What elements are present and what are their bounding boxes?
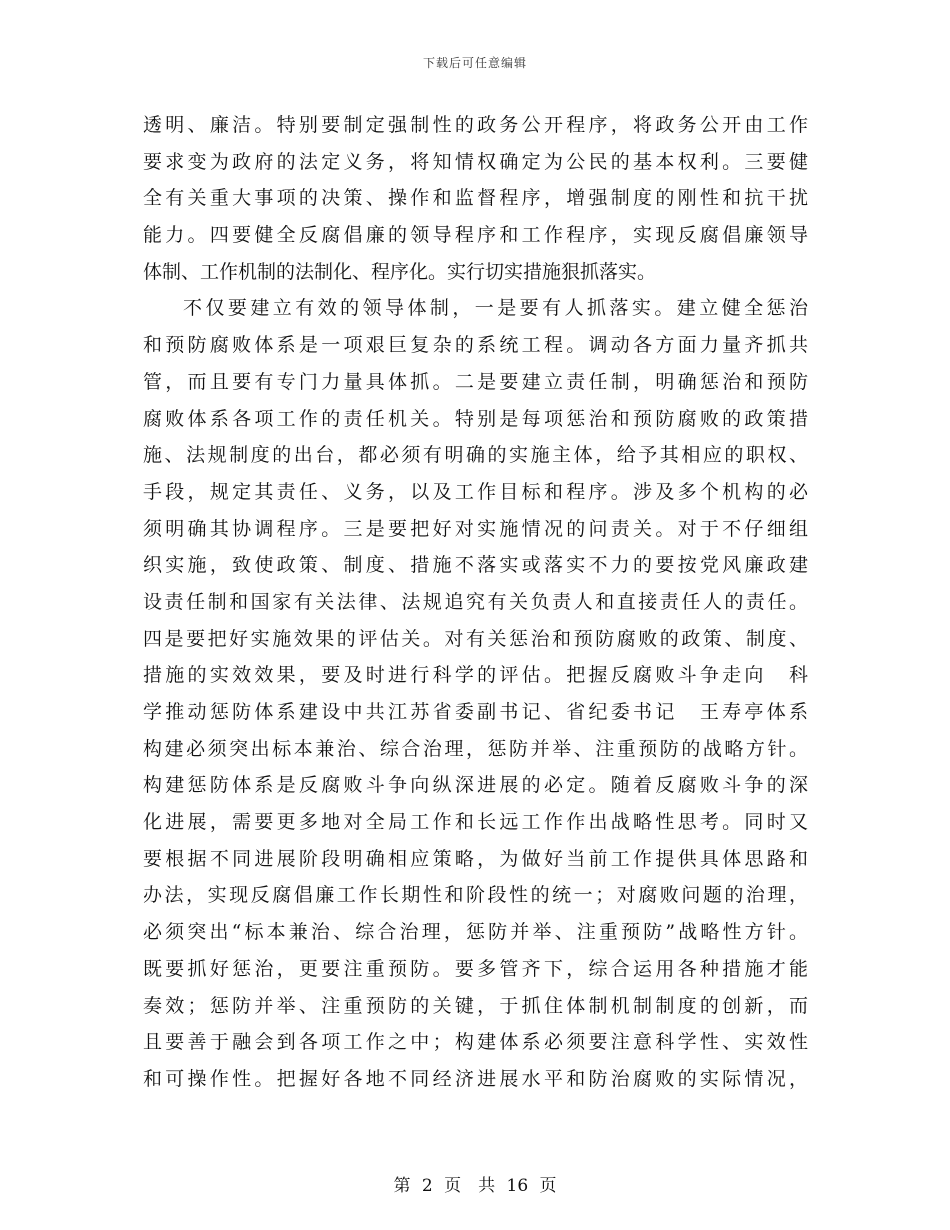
text-line: 和预防腐败体系是一项艰巨复杂的系统工程。调动各方面力量齐抓共 (143, 334, 808, 357)
text-line: 措施的实效效果，要及时进行科学的评估。把握反腐败斗争走向 科 (143, 664, 808, 687)
paragraph-first-line: 不仅要建立有效的领导体制，一是要有人抓落实。建立健全惩治 (183, 297, 808, 320)
text-line: 管，而且要有专门力量具体抓。二是要建立责任制，明确惩治和预防 (143, 370, 808, 393)
text-line: 必须突出“标本兼治、综合治理，惩防并举、注重预防”战略性方针。 (143, 921, 808, 944)
page-footer (0, 1171, 950, 1196)
text-line: 织实施，致使政策、制度、措施不落实或落实不力的要按党风廉政建 (143, 554, 808, 577)
footer-suffix: 页 (539, 1176, 557, 1196)
text-line: 施、法规制度的出台，都必须有明确的实施主体，给予其相应的职权、 (143, 444, 808, 467)
current-page-number: 2 (421, 1176, 433, 1196)
text-line: 四是要把好实施效果的评估关。对有关惩治和预防腐败的政策、制度、 (143, 627, 808, 650)
text-line: 和可操作性。把握好各地不同经济进展水平和防治腐败的实际情况， (143, 1067, 808, 1090)
text-line: 全有关重大事项的决策、操作和监督程序，增强制度的刚性和抗干扰 (143, 187, 808, 210)
text-line: 学推动惩防体系建设中共江苏省委副书记、省纪委书记 王寿亭体系 (143, 701, 808, 723)
text-line: 构建必须突出标本兼治、综合治理，惩防并举、注重预防的战略方针。 (143, 737, 808, 760)
text-line: 化进展，需要更多地对全局工作和长远工作作出战略性思考。同时又 (143, 811, 808, 834)
text-line: 手段，规定其责任、义务，以及工作目标和程序。涉及多个机构的必 (143, 480, 808, 503)
page-header: 下载后可任意编辑 (422, 56, 527, 70)
footer-middle: 页 共 (444, 1176, 496, 1196)
text-line: 设责任制和国家有关法律、法规追究有关负责人和直接责任人的责任。 (143, 590, 808, 613)
text-line: 须明确其协调程序。三是要把好对实施情况的问责关。对于不仔细组 (143, 517, 808, 540)
text-line: 办法，实现反腐倡廉工作长期性和阶段性的统一；对腐败问题的治理， (143, 884, 808, 907)
text-line: 且要善于融会到各项工作之中；构建体系必须要注意科学性、实效性 (143, 1031, 808, 1054)
text-line: 要求变为政府的法定义务，将知情权确定为公民的基本权利。三要健 (143, 150, 808, 173)
text-line: 体制、工作机制的法制化、程序化。实行切实措施狠抓落实。 (143, 260, 657, 283)
body-text (143, 107, 808, 1098)
text-line: 透明、廉洁。特别要制定强制性的政务公开程序，将政务公开由工作 (143, 114, 808, 136)
footer-prefix: 第 (393, 1176, 411, 1196)
text-line: 既要抓好惩治，更要注重预防。要多管齐下，综合运用各种措施才能 (143, 957, 808, 980)
text-line: 奏效；惩防并举、注重预防的关键，于抓住体制机制制度的创新，而 (143, 994, 808, 1017)
text-line: 能力。四要健全反腐倡廉的领导程序和工作程序，实现反腐倡廉领导 (143, 224, 808, 247)
text-line: 要根据不同进展阶段明确相应策略，为做好当前工作提供具体思路和 (143, 847, 808, 870)
text-line: 构建惩防体系是反腐败斗争向纵深进展的必定。随着反腐败斗争的深 (143, 774, 808, 797)
text-line: 腐败体系各项工作的责任机关。特别是每项惩治和预防腐败的政策措 (143, 407, 808, 430)
total-page-count: 16 (506, 1176, 529, 1196)
